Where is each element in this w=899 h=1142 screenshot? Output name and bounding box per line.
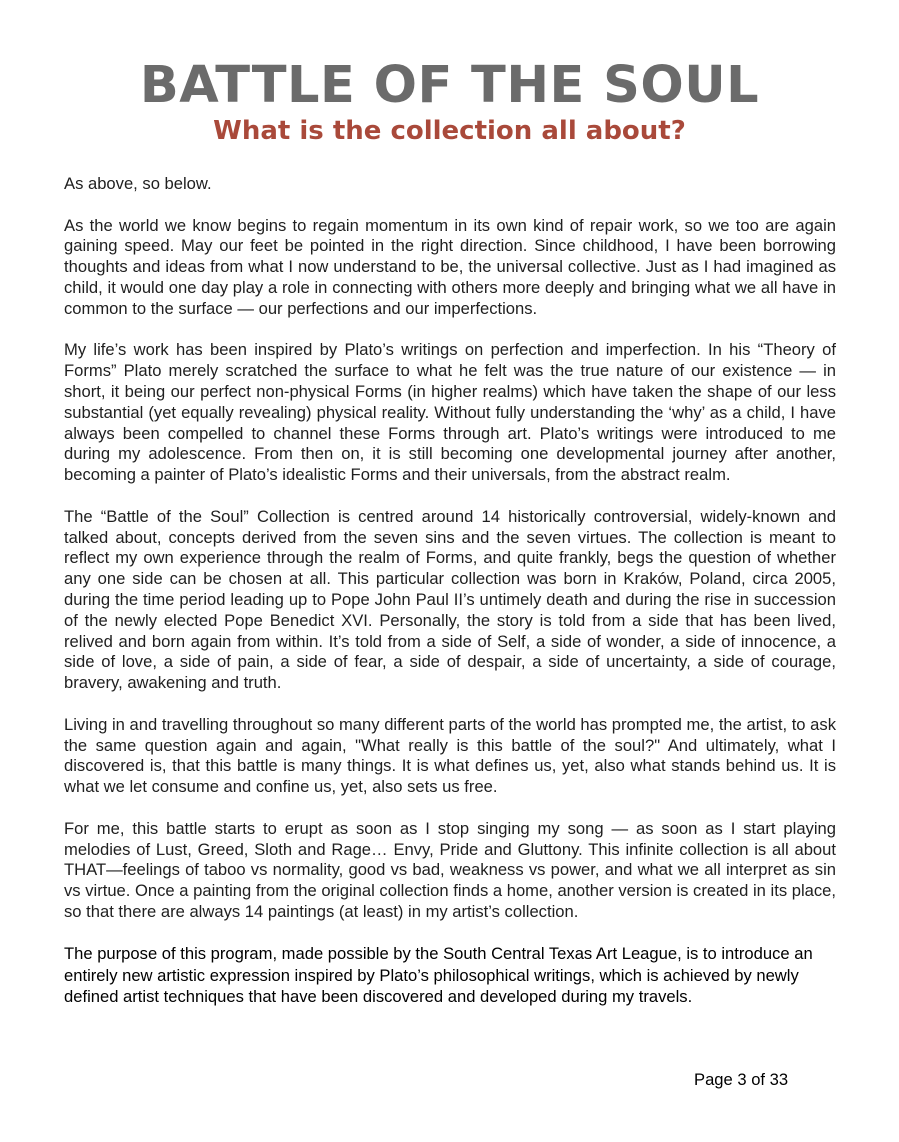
paragraph-intro: As above, so below. bbox=[64, 174, 212, 193]
paragraph-collection: The “Battle of the Soul” Collection is centred around 14 historically controversial, widely-known and talked about, concepts derived from the seven sins and the seven virtues. The collection is meant to reflect my own experience through the realm of Forms, and quite frankly, begs the question of whether any one side can be chosen at all. This particular collection was born in Kraków, Poland, circa 2005, during the time period leading up to Pope John Paul II’s untimely death and during the rise in succession of the newly elected Pope Benedict XVI. Personally, the story is told from a side that has been lived, relived and born again from within. It’s told from a side of Self, a side of wonder, a side of innocence, a side of love, a side of pain, a side of fear, a side of despair, a side of uncertainty, a side of courage, bravery, awakening and truth. bbox=[64, 506, 836, 693]
body-text bbox=[64, 174, 836, 1029]
paragraph-battle: For me, this battle starts to erupt as soon as I stop singing my song — as soon as I start playing melodies of Lust, Greed, Sloth and Rage… Envy, Pride and Gluttony. This infinite collection is all about THAT—feelings of taboo vs normality, good vs bad, weakness vs power, and what we all interpret as sin vs virtue. Once a painting from the original collection finds a home, another version is created in its place, so that there are always 14 paintings (at least) in my artist’s collection. bbox=[64, 818, 837, 921]
paragraph-travel: Living in and travelling throughout so many different parts of the world has prompted me, the artist, to ask the same question again and again, "What really is this battle of the soul?" And ultimately, what I discovered is, that this battle is many things. It is what defines us, yet, also what stands behind us. It is what we let consume and confine us, yet, also sets us free. bbox=[64, 714, 836, 797]
paragraph-momentum: As the world we know begins to regain momentum in its own kind of repair work, so we too are again gaining speed. May our feet be pointed in the right direction. Since childhood, I have been borrowing thoughts and ideas from what I now understand to be, the universal collective. Just as I had imagined as child, it would one day play a role in connecting with others more deeply and bringing what we all have in common to the surface — our perfections and our imperfections. bbox=[64, 215, 836, 318]
page-number: Page 3 of 33 bbox=[694, 1070, 789, 1089]
page-subtitle: What is the collection all about? bbox=[213, 116, 686, 146]
paragraph-plato: My life’s work has been inspired by Plato’s writings on perfection and imperfection. In his “Theory of Forms” Plato merely scratched the surface to what he felt was the true nature of our existence — in short, it being our perfect non-physical Forms (in higher realms) which have taken the shape of our less substantial (yet equally revealing) physical reality. Without fully understanding the ‘why’ as a child, I have always been compelled to channel these Forms through art. Plato’s writings were introduced to me during my adolescence. From then on, it is still becoming one developmental journey after another, becoming a painter of Plato’s idealistic Forms and their universals, from the abstract realm. bbox=[64, 340, 836, 485]
page-title: BATTLE OF THE SOUL bbox=[139, 56, 760, 115]
paragraph-purpose: The purpose of this program, made possible by the South Central Texas Art League, is to introduce an entirely new artistic expression inspired by Plato’s philosophical writings, which is achieved by newly defined artist techniques that have been discovered and developed during my travels. bbox=[64, 944, 813, 1007]
